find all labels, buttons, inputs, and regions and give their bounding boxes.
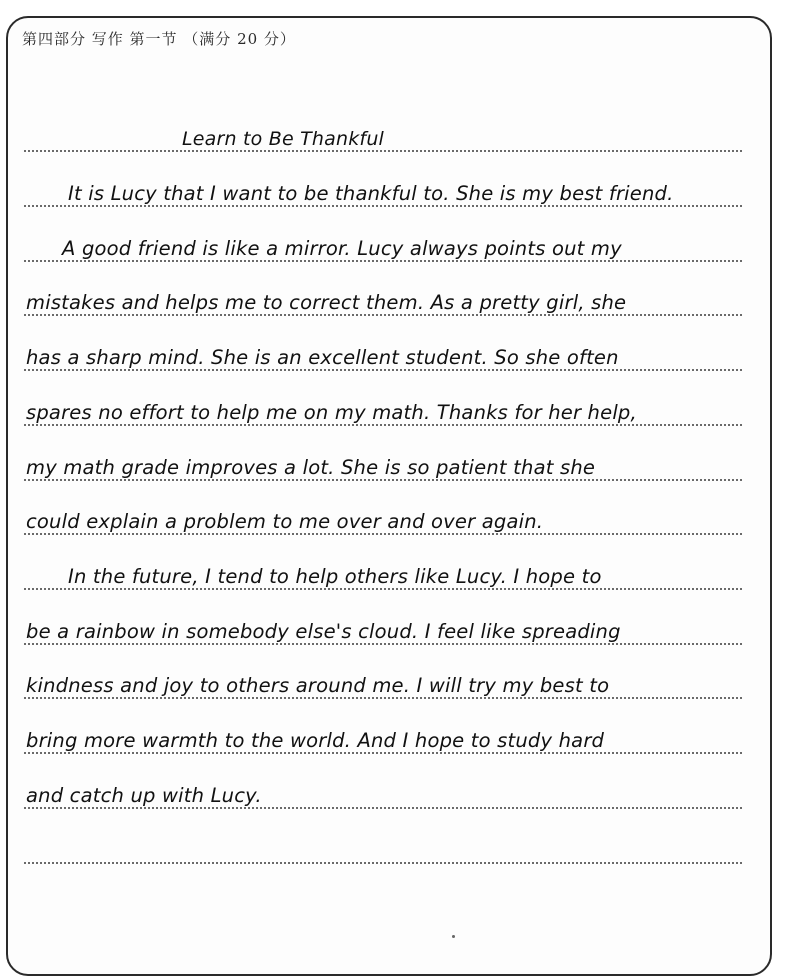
essay-line-text: In the future, I tend to help others like Lucy. I hope to	[68, 565, 602, 588]
essay-line	[24, 617, 742, 647]
essay-line	[24, 234, 742, 264]
essay-line	[24, 398, 742, 428]
essay-line-text: A good friend is like a mirror. Lucy always points out my	[62, 237, 622, 260]
dotted-rule	[24, 314, 742, 316]
dotted-rule	[24, 369, 742, 371]
essay-line-text: could explain a problem to me over and over again.	[26, 510, 544, 533]
essay-line-text: spares no effort to help me on my math. Thanks for her help,	[26, 401, 637, 424]
dotted-rule	[24, 479, 742, 481]
dotted-rule	[24, 588, 742, 590]
essay-line-text: be a rainbow in somebody else's cloud. I feel like spreading	[26, 620, 621, 643]
essay-line-text: bring more warmth to the world. And I hope to study hard	[26, 729, 605, 752]
essay-line	[24, 343, 742, 373]
essay-line	[24, 453, 742, 483]
dotted-rule	[24, 205, 742, 207]
section-header: 第四部分 写作 第一节 （满分 20 分）	[22, 30, 296, 48]
essay-line	[24, 671, 742, 701]
essay-line	[24, 288, 742, 318]
essay-line	[24, 726, 742, 756]
dotted-rule	[24, 260, 742, 262]
stray-mark	[452, 935, 455, 938]
dotted-rule	[24, 424, 742, 426]
dotted-rule	[24, 862, 742, 864]
essay-line-blank	[24, 836, 742, 866]
dotted-rule	[24, 643, 742, 645]
dotted-rule	[24, 807, 742, 809]
dotted-rule	[24, 533, 742, 535]
essay-line-text: It is Lucy that I want to be thankful to. She is my best friend.	[68, 182, 674, 205]
essay-line-text: has a sharp mind. She is an excellent student. So she often	[26, 346, 619, 369]
essay-line-text: and catch up with Lucy.	[26, 784, 262, 807]
dotted-rule	[24, 697, 742, 699]
dotted-rule	[24, 752, 742, 754]
essay-line-text: kindness and joy to others around me. I will try my best to	[26, 674, 610, 697]
essay-line	[24, 781, 742, 811]
essay-title-line	[24, 124, 742, 154]
essay-line-text: mistakes and helps me to correct them. As a pretty girl, she	[26, 291, 627, 314]
dotted-rule	[24, 150, 742, 152]
essay-line	[24, 507, 742, 537]
essay-line	[24, 179, 742, 209]
essay-line-text: my math grade improves a lot. She is so patient that she	[26, 456, 596, 479]
essay-title: Learn to Be Thankful	[182, 128, 385, 150]
essay-line	[24, 562, 742, 592]
